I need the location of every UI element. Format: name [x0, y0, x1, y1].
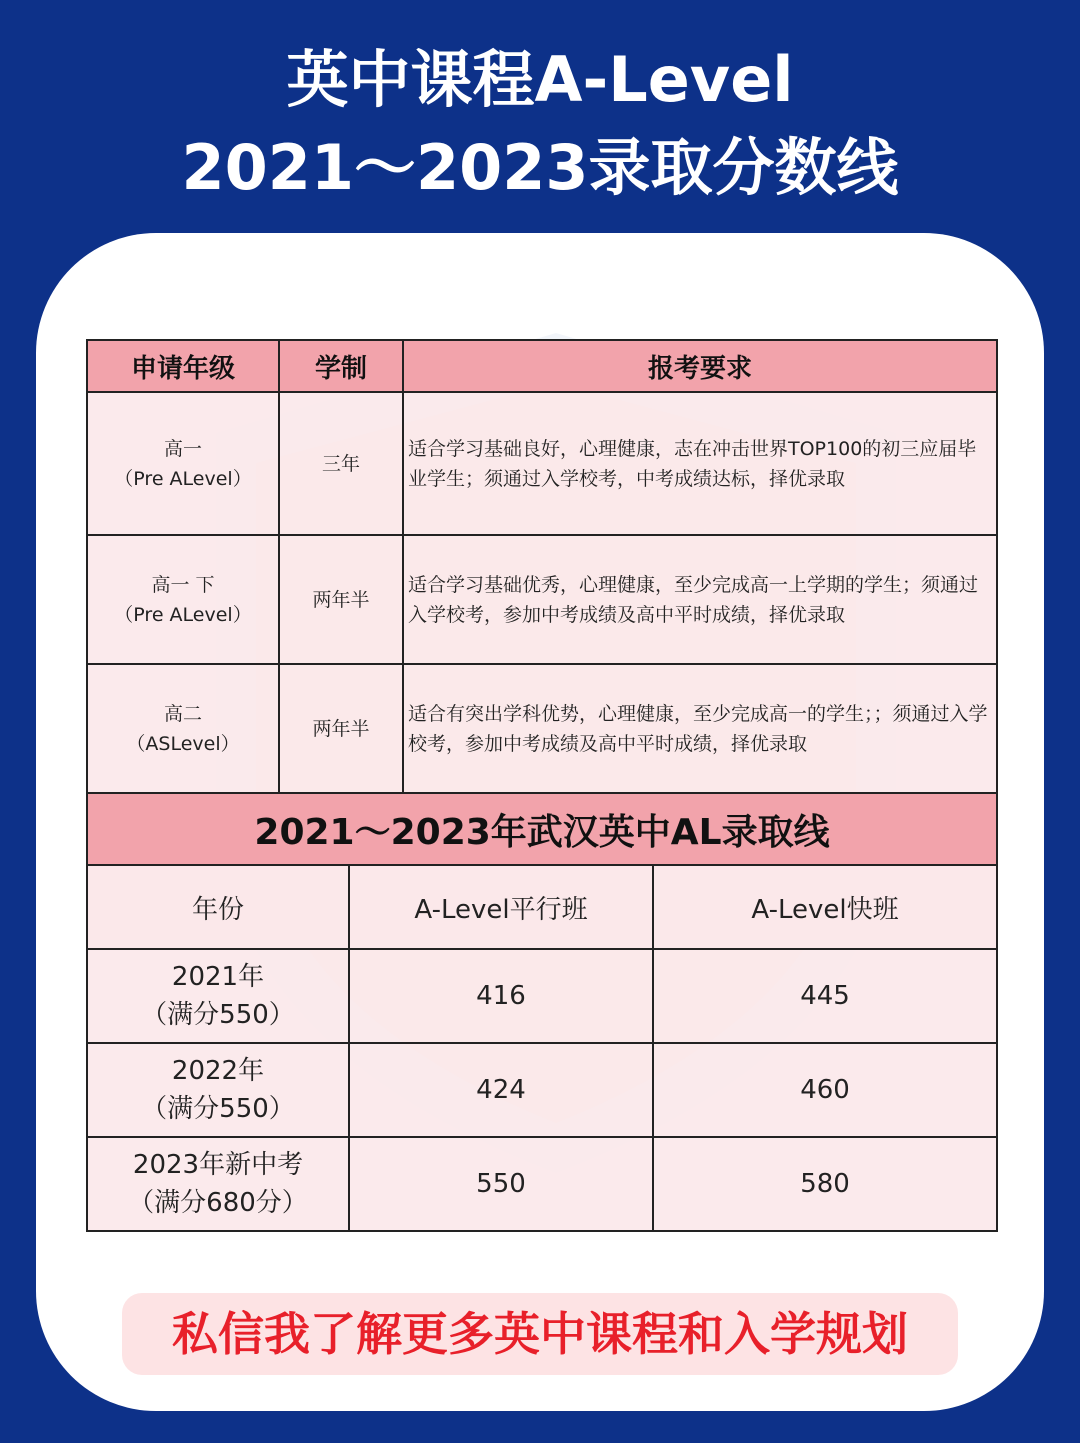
fast-score: 580	[653, 1137, 997, 1231]
grade-cell	[87, 535, 279, 664]
year-label: 2023年新中考	[132, 1150, 304, 1180]
grade-sub-label: （ASLevel）	[126, 732, 240, 755]
fast-score: 445	[653, 949, 997, 1043]
parallel-score: 416	[349, 949, 653, 1043]
requirements-header-row	[87, 340, 997, 392]
header-duration: 学制	[279, 340, 403, 392]
parallel-score: 550	[349, 1137, 653, 1231]
duration-cell: 两年半	[279, 535, 403, 664]
header-grade: 申请年级	[87, 340, 279, 392]
header-parallel-class: A-Level平行班	[349, 865, 653, 949]
page-title-line2: 2021～2023录取分数线	[181, 131, 899, 204]
header-year: 年份	[87, 865, 349, 949]
header-requirement: 报考要求	[403, 340, 997, 392]
grade-label: 高一 下	[151, 573, 215, 596]
table-row	[87, 392, 997, 535]
grade-cell	[87, 392, 279, 535]
duration-cell: 三年	[279, 392, 403, 535]
table-row	[87, 1137, 997, 1231]
parallel-score: 424	[349, 1043, 653, 1137]
table-row	[87, 1043, 997, 1137]
scores-title-row	[87, 793, 997, 865]
year-label: 2021年	[171, 962, 265, 992]
grade-sub-label: （Pre ALevel）	[114, 603, 252, 626]
requirement-cell: 适合学习基础优秀，心理健康，至少完成高一上学期的学生；须通过入学校考，参加中考成绩及高中平时成绩，择优录取	[403, 535, 997, 664]
year-cell	[87, 949, 349, 1043]
table-row	[87, 664, 997, 793]
grade-sub-label: （Pre ALevel）	[114, 467, 252, 490]
year-note: （满分680分）	[128, 1188, 308, 1218]
requirement-cell: 适合有突出学科优势，心理健康，至少完成高一的学生；；须通过入学校考，参加中考成绩及高中平时成绩，择优录取	[403, 664, 997, 793]
grade-label: 高一	[163, 437, 202, 460]
fast-score: 460	[653, 1043, 997, 1137]
year-label: 2022年	[171, 1056, 265, 1086]
header-fast-class: A-Level快班	[653, 865, 997, 949]
requirement-cell: 适合学习基础良好，心理健康，志在冲击世界TOP100的初三应届毕业学生；须通过入学校考，中考成绩达标，择优录取	[403, 392, 997, 535]
content-card	[36, 233, 1044, 1411]
scores-table-title: 2021～2023年武汉英中AL录取线	[87, 793, 997, 865]
scores-table	[86, 792, 998, 1232]
requirements-table	[86, 339, 998, 794]
grade-label: 高二	[163, 702, 202, 725]
scores-header-row	[87, 865, 997, 949]
page-title-line1: 英中课程A-Level	[286, 43, 794, 116]
year-note: （满分550）	[141, 1094, 295, 1124]
grade-cell	[87, 664, 279, 793]
cta-banner[interactable]: 私信我了解更多英中课程和入学规划	[122, 1293, 958, 1375]
year-cell	[87, 1043, 349, 1137]
year-cell	[87, 1137, 349, 1231]
table-row	[87, 535, 997, 664]
table-row	[87, 949, 997, 1043]
duration-cell: 两年半	[279, 664, 403, 793]
year-note: （满分550）	[141, 1000, 295, 1030]
